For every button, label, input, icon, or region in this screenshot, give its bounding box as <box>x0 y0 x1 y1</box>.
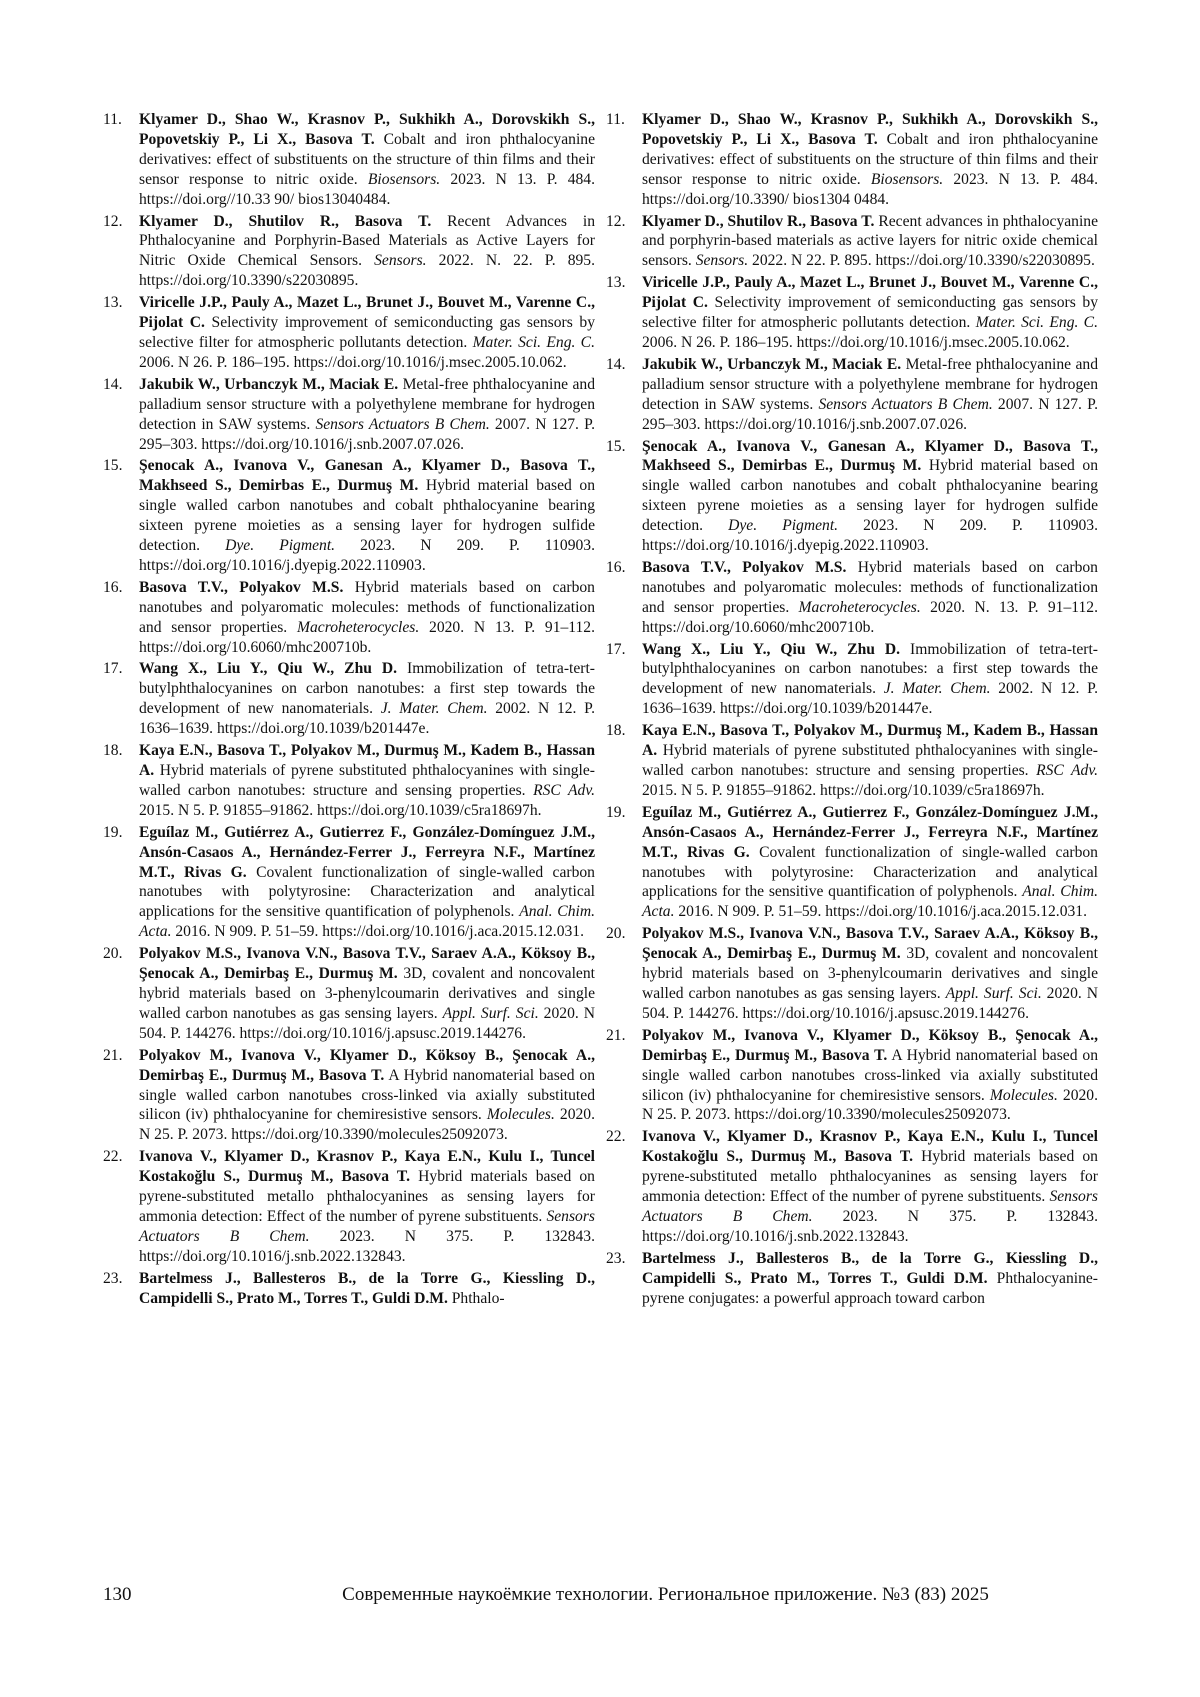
reference-authors: Ivanova V., Klyamer D., Krasnov P., Kaya E.N., Kulu I., Tuncel Kostakoğlu S., Durmuş M., Basova T. <box>139 1148 595 1186</box>
reference-details: 2023. N 209. P. 110903. https://doi.org/10.1016/j.dyepig.2022.110903. <box>139 537 595 574</box>
reference-authors: Viricelle J.P., Pauly A., Mazet L., Brunet J., Bouvet M., Varenne C., Pijolat C. <box>139 294 595 332</box>
reference-item <box>103 375 595 455</box>
reference-journal: Molecules. <box>486 1106 555 1124</box>
reference-item <box>103 1147 595 1266</box>
reference-number: 11. <box>606 111 625 128</box>
reference-number: 14. <box>103 375 123 393</box>
reference-details: 2023. N 13. P. 484. https://doi.org/10.3390/ bios1304 0484. <box>642 170 1099 208</box>
reference-journal: Macroheterocycles. <box>297 618 420 636</box>
reference-item <box>103 741 595 821</box>
reference-title: Recent Advances in Phthalocyanine and Porphyrin-Based Materials as Active Layers for Nitric Oxide Chemical Sensors. <box>139 212 595 270</box>
reference-authors: Şenocak A., Ivanova V., Ganesan A., Klyamer D., Basova T., Makhseed S., Demirbas E., Durmuş M. <box>642 437 1098 475</box>
reference-title: 3D, covalent and noncovalent hybrid materials based on 3-phenylcoumarin derivatives and single walled carbon nanotubes as gas sensing layers. <box>139 965 595 1022</box>
reference-authors: Klyamer D., Shao W., Krasnov P., Sukhikh A., Dorovskikh S., Popovetskiy P., Li X., Basova T. <box>642 111 1098 148</box>
reference-details: 2020. N. 13. P. 91–112. https://doi.org/10.6060/mhc200710b. <box>642 598 1098 636</box>
page-number: 130 <box>103 1584 132 1605</box>
reference-details: 2020. N 504. P. 144276. https://doi.org/10.1016/j.apsusc.2019.144276. <box>642 984 1098 1022</box>
reference-title: Hybrid materials based on carbon nanotubes and polyaromatic molecules: methods of functionalization and sensor properties. <box>642 558 1098 616</box>
reference-journal: Appl. Surf. Sci. <box>945 984 1042 1002</box>
reference-item <box>103 1046 595 1146</box>
reference-title: Covalent functionalization of single-walled carbon nanotubes with polytyrosine: Characterization and analytical applications for the sensitive quantification of polyphenols. <box>139 863 595 921</box>
reference-details: 2002. N 12. P. 1636–1639. https://doi.org/10.1039/b201447e. <box>139 700 596 738</box>
reference-details: 2006. N 26. P. 186–195. https://doi.org/10.1016/j.msec.2005.10.062. <box>139 353 567 371</box>
reference-details: 2020. N 25. P. 2073. https://doi.org/10.3390/molecules25092073. <box>642 1086 1099 1124</box>
reference-item <box>606 437 1098 556</box>
reference-authors: Eguílaz M., Gutiérrez A., Gutierrez F., González-Domínguez J.M., Ansón-Casaos A., Hernández-Ferrer J., Ferreyra N.F., Martínez M.T., Rivas G. <box>642 803 1098 861</box>
reference-number: 19. <box>103 823 123 841</box>
reference-journal: Macroheterocycles. <box>798 598 921 616</box>
reference-details: 2015. N 5. P. 91855–91862. https://doi.org/10.1039/c5ra18697h. <box>642 781 1045 799</box>
reference-title: Hybrid materials of pyrene substituted phthalocyanines with single-walled carbon nanotubes: structure and sensing properties. <box>139 762 595 799</box>
reference-journal: Biosensors. <box>367 170 441 188</box>
reference-journal: Mater. Sci. Eng. C. <box>975 314 1098 332</box>
reference-item <box>103 212 595 292</box>
reference-authors: Ivanova V., Klyamer D., Krasnov P., Kaya E.N., Kulu I., Tuncel Kostakoğlu S., Durmuş M., Basova T. <box>642 1128 1098 1166</box>
reference-authors: Jakubik W., Urbanczyk M., Maciak E. <box>642 355 902 373</box>
reference-title: Phthalo- <box>447 1289 505 1307</box>
reference-title: Hybrid materials of pyrene substituted phthalocyanines with single-walled carbon nanotubes: structure and sensing properties. <box>642 742 1098 779</box>
reference-journal: Anal. Chim. Acta. <box>139 903 595 941</box>
reference-item <box>606 924 1098 1024</box>
reference-number: 13. <box>606 274 626 292</box>
reference-item <box>606 110 1098 210</box>
reference-title: A Hybrid nanomaterial based on single walled carbon nanotubes cross-linked via axially substituted silicon (iv) phthalocyanine for chemiresistive sensors. <box>642 1046 1098 1104</box>
reference-authors: Polyakov M., Ivanova V., Klyamer D., Köksoy B., Şenocak A., Demirbaş E., Durmuş M., Basova T. <box>139 1046 595 1084</box>
reference-number: 12. <box>103 212 123 230</box>
reference-number: 15. <box>103 457 123 475</box>
reference-journal: Sensors. <box>374 252 427 270</box>
reference-journal: Molecules. <box>989 1086 1058 1104</box>
reference-details: 2016. N 909. P. 51–59. https://doi.org/10.1016/j.aca.2015.12.031. <box>171 923 584 941</box>
reference-title: Metal-free phthalocyanine and palladium sensor structure with a polyethylene membrane for hydrogen detection in SAW systems. <box>139 375 595 433</box>
reference-title: Recent advances in phthalocyanine and porphyrin-based materials as active layers for nitric oxide chemical sensors. <box>642 212 1099 270</box>
reference-authors: Jakubik W., Urbanczyk M., Maciak E. <box>139 375 399 393</box>
reference-title: 3D, covalent and noncovalent hybrid materials based on 3-phenylcoumarin derivatives and single walled carbon nanotubes as gas sensing layers. <box>642 945 1098 1002</box>
reference-authors: Polyakov M.S., Ivanova V.N., Basova T.V., Saraev A.A., Köksoy B., Şenocak A., Demirbaş E., Durmuş M. <box>139 945 595 983</box>
reference-title: Hybrid materials based on pyrene-substituted metallo phthalocyanines as sensing layers for ammonia detection: Effect of the number of pyrene substituents. <box>642 1148 1098 1206</box>
reference-authors: Basova T.V., Polyakov M.S. <box>642 558 847 576</box>
reference-journal: Dye. Pigment. <box>728 517 839 535</box>
reference-details: 2020. N 504. P. 144276. https://doi.org/10.1016/j.apsusc.2019.144276. <box>139 1004 595 1042</box>
reference-number: 19. <box>606 803 626 821</box>
reference-title: Covalent functionalization of single-walled carbon nanotubes with polytyrosine: Characterization and analytical applications for the sensitive quantification of polyphenols. <box>642 843 1098 901</box>
reference-title: Cobalt and iron phthalocyanine derivatives: effect of substituents on the structure of thin films and their sensor response to nitric oxide. <box>139 130 596 188</box>
reference-details: 2023. N 375. P. 132843. https://doi.org/10.1016/j.snb.2022.132843. <box>642 1207 1098 1245</box>
reference-item <box>606 273 1098 353</box>
reference-number: 22. <box>103 1148 123 1166</box>
reference-item <box>606 1249 1098 1309</box>
reference-number: 23. <box>606 1249 626 1267</box>
reference-title: Immobilization of tetra-tert-butylphthalocyanines on carbon nanotubes: a first step towards the development of new nanomaterials. <box>139 660 595 718</box>
reference-journal: Sensors Actuators B Chem. <box>818 395 993 413</box>
reference-item <box>606 1127 1098 1246</box>
reference-authors: Basova T.V., Polyakov M.S. <box>139 578 344 596</box>
reference-details: 2015. N 5. P. 91855–91862. https://doi.org/10.1039/c5ra18697h. <box>139 801 542 819</box>
reference-journal: Appl. Surf. Sci. <box>442 1004 539 1022</box>
reference-number: 22. <box>606 1128 626 1146</box>
reference-title: Immobilization of tetra-tert-butylphthalocyanines on carbon nanotubes: a first step towards the development of new nanomaterials. <box>642 640 1098 698</box>
reference-authors: Wang X., Liu Y., Qiu W., Zhu D. <box>642 640 901 658</box>
reference-authors: Klyamer D., Shutilov R., Basova T. <box>139 212 432 230</box>
reference-title: Metal-free phthalocyanine and palladium sensor structure with a polyethylene membrane for hydrogen detection in SAW systems. <box>642 355 1098 413</box>
reference-item <box>103 1269 595 1309</box>
reference-details: 2023. N 375. P. 132843. https://doi.org/10.1016/j.snb.2022.132843. <box>139 1227 595 1265</box>
reference-journal: J. Mater. Chem. <box>380 700 488 718</box>
reference-authors: Şenocak A., Ivanova V., Ganesan A., Klyamer D., Basova T., Makhseed S., Demirbas E., Durmuş M. <box>139 457 595 495</box>
reference-item <box>103 110 595 210</box>
reference-details: 2006. N 26. P. 186–195. https://doi.org/10.1016/j.msec.2005.10.062. <box>642 333 1070 351</box>
reference-number: 18. <box>606 722 626 740</box>
reference-item <box>103 823 595 942</box>
reference-title: Selectivity improvement of semiconducting gas sensors by selective filter for atmospheric pollutants detection. <box>139 314 595 351</box>
reference-journal: RSC Adv. <box>533 781 595 799</box>
reference-number: 15. <box>606 437 626 455</box>
reference-authors: Kaya E.N., Basova T., Polyakov M., Durmuş M., Kadem B., Hassan A. <box>139 742 595 779</box>
reference-number: 23. <box>103 1269 123 1287</box>
reference-details: 2020. N 25. P. 2073. https://doi.org/10.3390/molecules25092073. <box>139 1106 596 1144</box>
right-column <box>606 110 1098 1310</box>
reference-item <box>606 640 1098 720</box>
reference-number: 11. <box>103 111 122 128</box>
reference-journal: J. Mater. Chem. <box>883 680 991 698</box>
reference-title: A Hybrid nanomaterial based on single walled carbon nanotubes cross-linked via axially substituted silicon (iv) phthalocyanine for chemiresistive sensors. <box>139 1066 595 1124</box>
reference-authors: Bartelmess J., Ballesteros B., de la Torre G., Kiessling D., Campidelli S., Prato M., Torres T., Guldi D.M. <box>139 1269 595 1307</box>
reference-title: Hybrid materials based on pyrene-substituted metallo phthalocyanines as sensing layers for ammonia detection: Effect of the number of pyrene substituents. <box>139 1168 595 1225</box>
reference-item <box>606 721 1098 801</box>
reference-details: 2016. N 909. P. 51–59. https://doi.org/10.1016/j.aca.2015.12.031. <box>674 903 1087 921</box>
reference-details: 2007. N 127. P. 295–303. https://doi.org/10.1016/j.snb.2007.07.026. <box>642 395 1098 433</box>
reference-details: 2023. N 209. P. 110903. https://doi.org/10.1016/j.dyepig.2022.110903. <box>642 517 1098 555</box>
reference-number: 13. <box>103 294 123 312</box>
reference-authors: Klyamer D., Shao W., Krasnov P., Sukhikh A., Dorovskikh S., Popovetskiy P., Li X., Basova T. <box>139 111 595 148</box>
reference-details: 2020. N 13. P. 91–112. https://doi.org/10.6060/mhc200710b. <box>139 618 595 656</box>
left-column <box>103 110 595 1310</box>
reference-journal: Mater. Sci. Eng. C. <box>472 333 595 351</box>
reference-journal: RSC Adv. <box>1036 762 1098 779</box>
reference-number: 18. <box>103 742 123 760</box>
reference-number: 16. <box>606 558 626 576</box>
reference-number: 14. <box>606 355 626 373</box>
reference-number: 21. <box>606 1026 626 1044</box>
reference-title: Selectivity improvement of semiconducting gas sensors by selective filter for atmospheric pollutants detection. <box>642 294 1098 332</box>
reference-journal: Sensors Actuators B Chem. <box>139 1207 595 1245</box>
reference-journal: Biosensors. <box>870 170 944 188</box>
reference-authors: Klyamer D., Shutilov R., Basova T. <box>642 212 875 230</box>
reference-authors: Polyakov M., Ivanova V., Klyamer D., Köksoy B., Şenocak A., Demirbaş E., Durmuş M., Basova T. <box>642 1026 1098 1064</box>
reference-title: Hybrid material based on single walled carbon nanotubes and cobalt phthalocyanine bearing sixteen pyrene moieties as a sensing layer for hydrogen sulfide detection. <box>139 477 595 555</box>
reference-authors: Polyakov M.S., Ivanova V.N., Basova T.V., Saraev A.A., Köksoy B., Şenocak A., Demirbaş E., Durmuş M. <box>642 925 1098 963</box>
reference-title: Cobalt and iron phthalocyanine derivatives: effect of substituents on the structure of thin films and their sensor response to nitric oxide. <box>642 130 1099 188</box>
reference-item <box>103 578 595 658</box>
reference-details: 2022. N 22. P. 895. https://doi.org/10.3390/s22030895. <box>748 252 1095 270</box>
reference-number: 17. <box>606 640 626 658</box>
reference-item <box>103 944 595 1044</box>
reference-title: Hybrid material based on single walled carbon nanotubes and cobalt phthalocyanine bearing sixteen pyrene moieties as a sensing layer for hydrogen sulfide detection. <box>642 457 1098 535</box>
reference-number: 20. <box>606 925 626 943</box>
reference-item <box>606 558 1098 638</box>
reference-item <box>606 355 1098 435</box>
reference-number: 20. <box>103 945 123 963</box>
reference-journal: Sensors. <box>695 252 749 270</box>
reference-authors: Viricelle J.P., Pauly A., Mazet L., Brunet J., Bouvet M., Varenne C., Pijolat C. <box>642 274 1098 312</box>
reference-item <box>606 1026 1098 1126</box>
reference-details: 2022. N. 22. P. 895. https://doi.org/10.3390/s22030895. <box>139 252 595 290</box>
reference-title: Hybrid materials based on carbon nanotubes and polyaromatic molecules: methods of functionalization and sensor properties. <box>139 578 595 636</box>
reference-number: 12. <box>606 212 626 230</box>
reference-item <box>103 456 595 575</box>
reference-number: 21. <box>103 1046 123 1064</box>
reference-journal: Dye. Pigment. <box>225 537 336 555</box>
reference-authors: Bartelmess J., Ballesteros B., de la Torre G., Kiessling D., Campidelli S., Prato M., Torres T., Guldi D.M. <box>642 1249 1098 1287</box>
reference-journal: Sensors Actuators B Chem. <box>642 1188 1098 1225</box>
reference-journal: Sensors Actuators B Chem. <box>315 415 490 433</box>
reference-item <box>103 293 595 373</box>
reference-authors: Kaya E.N., Basova T., Polyakov M., Durmuş M., Kadem B., Hassan A. <box>642 722 1098 760</box>
reference-item <box>606 803 1098 922</box>
reference-details: 2002. N 12. P. 1636–1639. https://doi.org/10.1039/b201447e. <box>642 680 1099 718</box>
reference-details: 2023. N 13. P. 484. https://doi.org//10.33 90/ bios13040484. <box>139 170 596 208</box>
reference-details: 2007. N 127. P. 295–303. https://doi.org/10.1016/j.snb.2007.07.026. <box>139 415 595 453</box>
reference-journal: Anal. Chim. Acta. <box>642 883 1098 921</box>
reference-item <box>103 659 595 739</box>
reference-item <box>606 212 1098 272</box>
reference-title: Phthalocyanine-pyrene conjugates: a powerful approach toward carbon <box>642 1269 1098 1307</box>
reference-number: 17. <box>103 660 123 678</box>
reference-number: 16. <box>103 578 123 596</box>
reference-authors: Eguílaz M., Gutiérrez A., Gutierrez F., González-Domínguez J.M., Ansón-Casaos A., Hernández-Ferrer J., Ferreyra N.F., Martínez M.T., Rivas G. <box>139 823 595 881</box>
journal-title: Современные наукоёмкие технологии. Региональное приложение. №3 (83) 2025 <box>342 1584 989 1605</box>
reference-authors: Wang X., Liu Y., Qiu W., Zhu D. <box>139 660 398 678</box>
